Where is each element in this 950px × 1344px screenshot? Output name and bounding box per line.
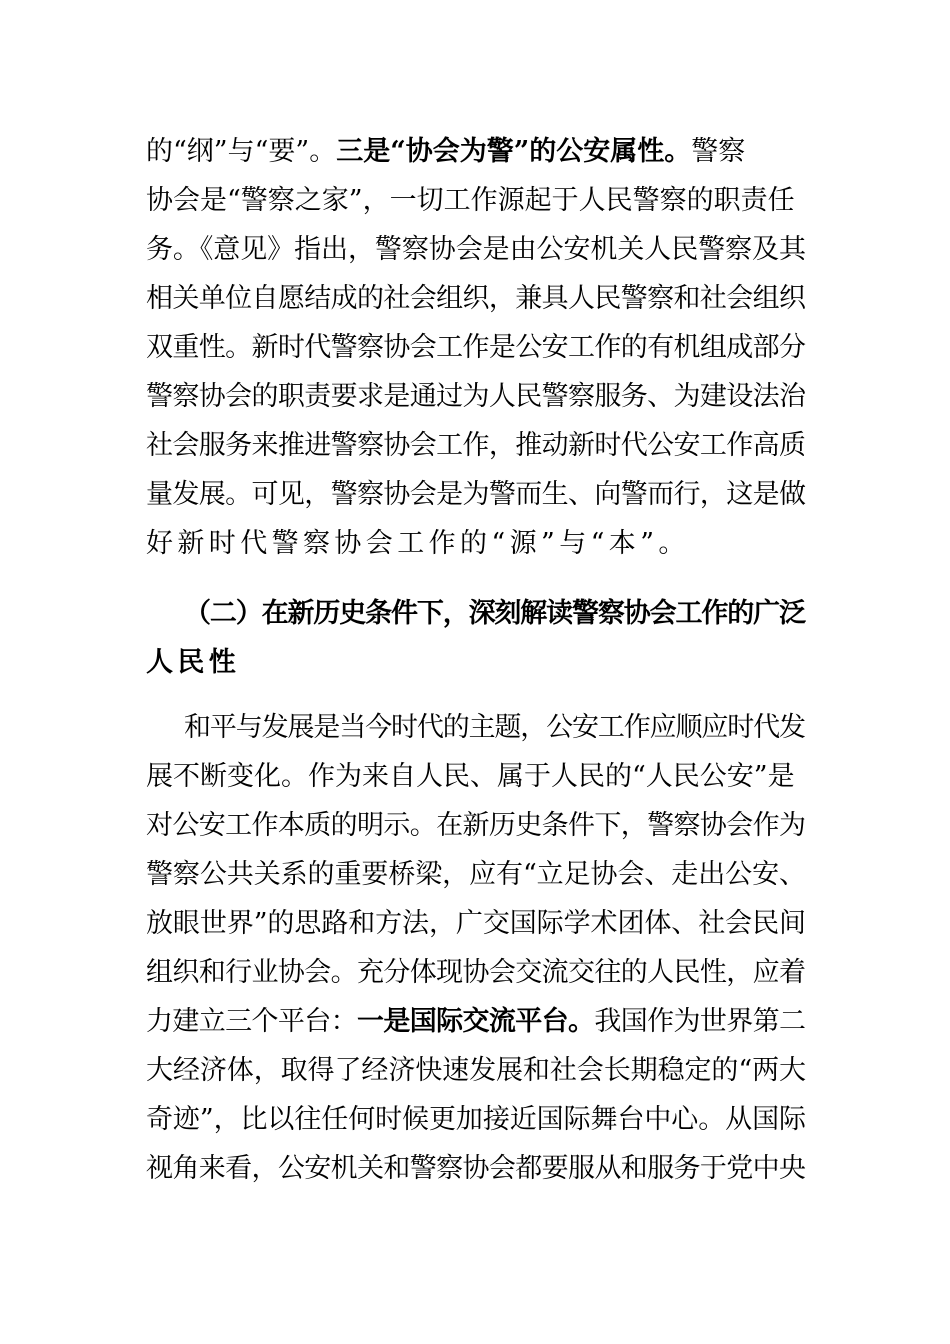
paragraph-2-line-9: 奇迹”，比以往任何时候更加接近国际舞台中心。从国际: [146, 1104, 806, 1135]
paragraph-2-line-1: 和平与发展是当今时代的主题，公安工作应顺应时代发: [184, 712, 805, 743]
paragraph-2-text: 我国作为世界第二: [594, 1006, 806, 1037]
paragraph-2-text: 力建立三个平台：: [146, 1006, 357, 1037]
paragraph-1-line-6: 警察协会的职责要求是通过为人民警察服务、为建设法治: [146, 381, 806, 412]
paragraph-1-text: 警察: [691, 136, 746, 167]
paragraph-2-line-4: 警察公共关系的重要桥梁，应有“立足协会、走出公安、: [146, 859, 806, 890]
paragraph-1-line-2: 协会是“警察之家”，一切工作源起于人民警察的职责任: [146, 185, 795, 216]
paragraph-1-text: 的“纲”与“要”。: [146, 136, 337, 167]
section-heading-line-2: 人民性: [146, 647, 241, 678]
paragraph-2-line-3: 对公安工作本质的明示。在新历史条件下，警察协会作为: [146, 810, 806, 841]
paragraph-2-line-6: 组织和行业协会。充分体现协会交流交往的人民性，应着: [146, 957, 806, 988]
paragraph-2-line-7: [146, 1002, 806, 1042]
paragraph-1-line-3: 务。《意见》指出，警察协会是由公安机关人民警察及其: [146, 234, 806, 265]
paragraph-1-line-8: 量发展。可见，警察协会是为警而生、向警而行，这是做: [146, 479, 806, 510]
paragraph-1-line-1: [146, 132, 806, 172]
paragraph-1-line-9: 好新时代警察协会工作的“源”与“本”。: [146, 528, 690, 559]
paragraph-2-line-10: 视角来看，公安机关和警察协会都要服从和服务于党中央: [146, 1153, 806, 1184]
paragraph-2-line-5: 放眼世界”的思路和方法，广交国际学术团体、社会民间: [146, 908, 806, 939]
emphasis-text: 一是国际交流平台。: [357, 1006, 595, 1037]
emphasis-text: 三是“协会为警”的公安属性。: [336, 136, 692, 167]
section-heading-line-1: （二）在新历史条件下，深刻解读警察协会工作的广泛: [184, 598, 805, 629]
paragraph-2-line-2: 展不断变化。作为来自人民、属于人民的“人民公安”是: [146, 761, 795, 792]
paragraph-1-line-7: 社会服务来推进警察协会工作，推动新时代公安工作高质: [146, 430, 806, 461]
paragraph-1-line-5: 双重性。新时代警察协会工作是公安工作的有机组成部分: [146, 332, 806, 363]
paragraph-1-line-4: 相关单位自愿结成的社会组织，兼具人民警察和社会组织: [146, 283, 806, 314]
paragraph-2-line-8: 大经济体，取得了经济快速发展和社会长期稳定的“两大: [146, 1055, 806, 1086]
